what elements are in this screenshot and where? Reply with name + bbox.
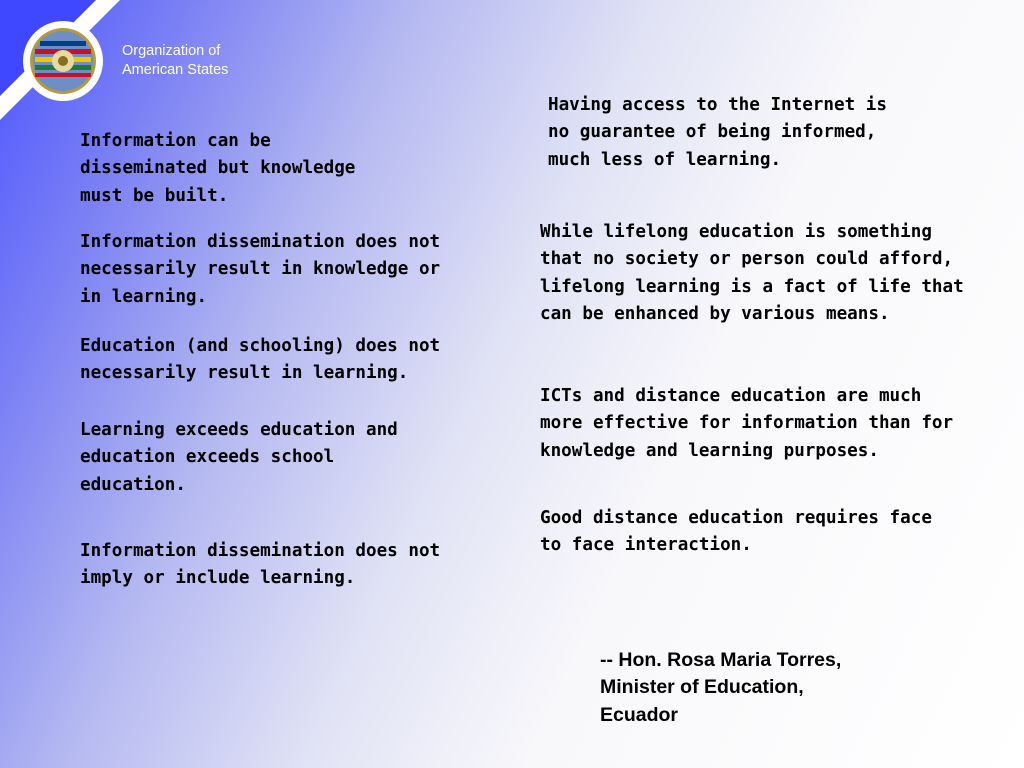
left-statement-2: Information dissemination does not necessarily result in knowledge or in learning. <box>80 232 441 307</box>
quote-attribution: -- Hon. Rosa Maria Torres, Minister of Education, Ecuador <box>600 649 842 726</box>
right-statement-3: ICTs and distance education are much more effective for information than for knowledge and learning purposes. <box>540 386 954 461</box>
corner-white-band <box>0 0 120 120</box>
left-statement-4: Learning exceeds education and education exceeds school education. <box>80 420 398 495</box>
right-statement-2: While lifelong education is something that no society or person could afford, lifelong learning is a fact of life that can be enhanced by various means. <box>540 222 964 324</box>
org-name-line2: American States <box>122 62 229 78</box>
right-statement-4: Good distance education requires face to face interaction. <box>540 508 932 556</box>
left-statement-1: Information can be disseminated but knowledge must be built. <box>80 131 356 206</box>
corner-blue-triangle <box>0 0 120 120</box>
organization-name <box>122 42 292 80</box>
left-statement-5: Information dissemination does not imply or include learning. <box>80 541 441 589</box>
right-statement-1: Having access to the Internet is no guarantee of being informed, much less of learning. <box>548 95 887 170</box>
org-name-line1: Organization of <box>122 43 221 59</box>
oas-seal-icon <box>23 21 103 101</box>
left-statement-3: Education (and schooling) does not necessarily result in learning. <box>80 336 441 384</box>
